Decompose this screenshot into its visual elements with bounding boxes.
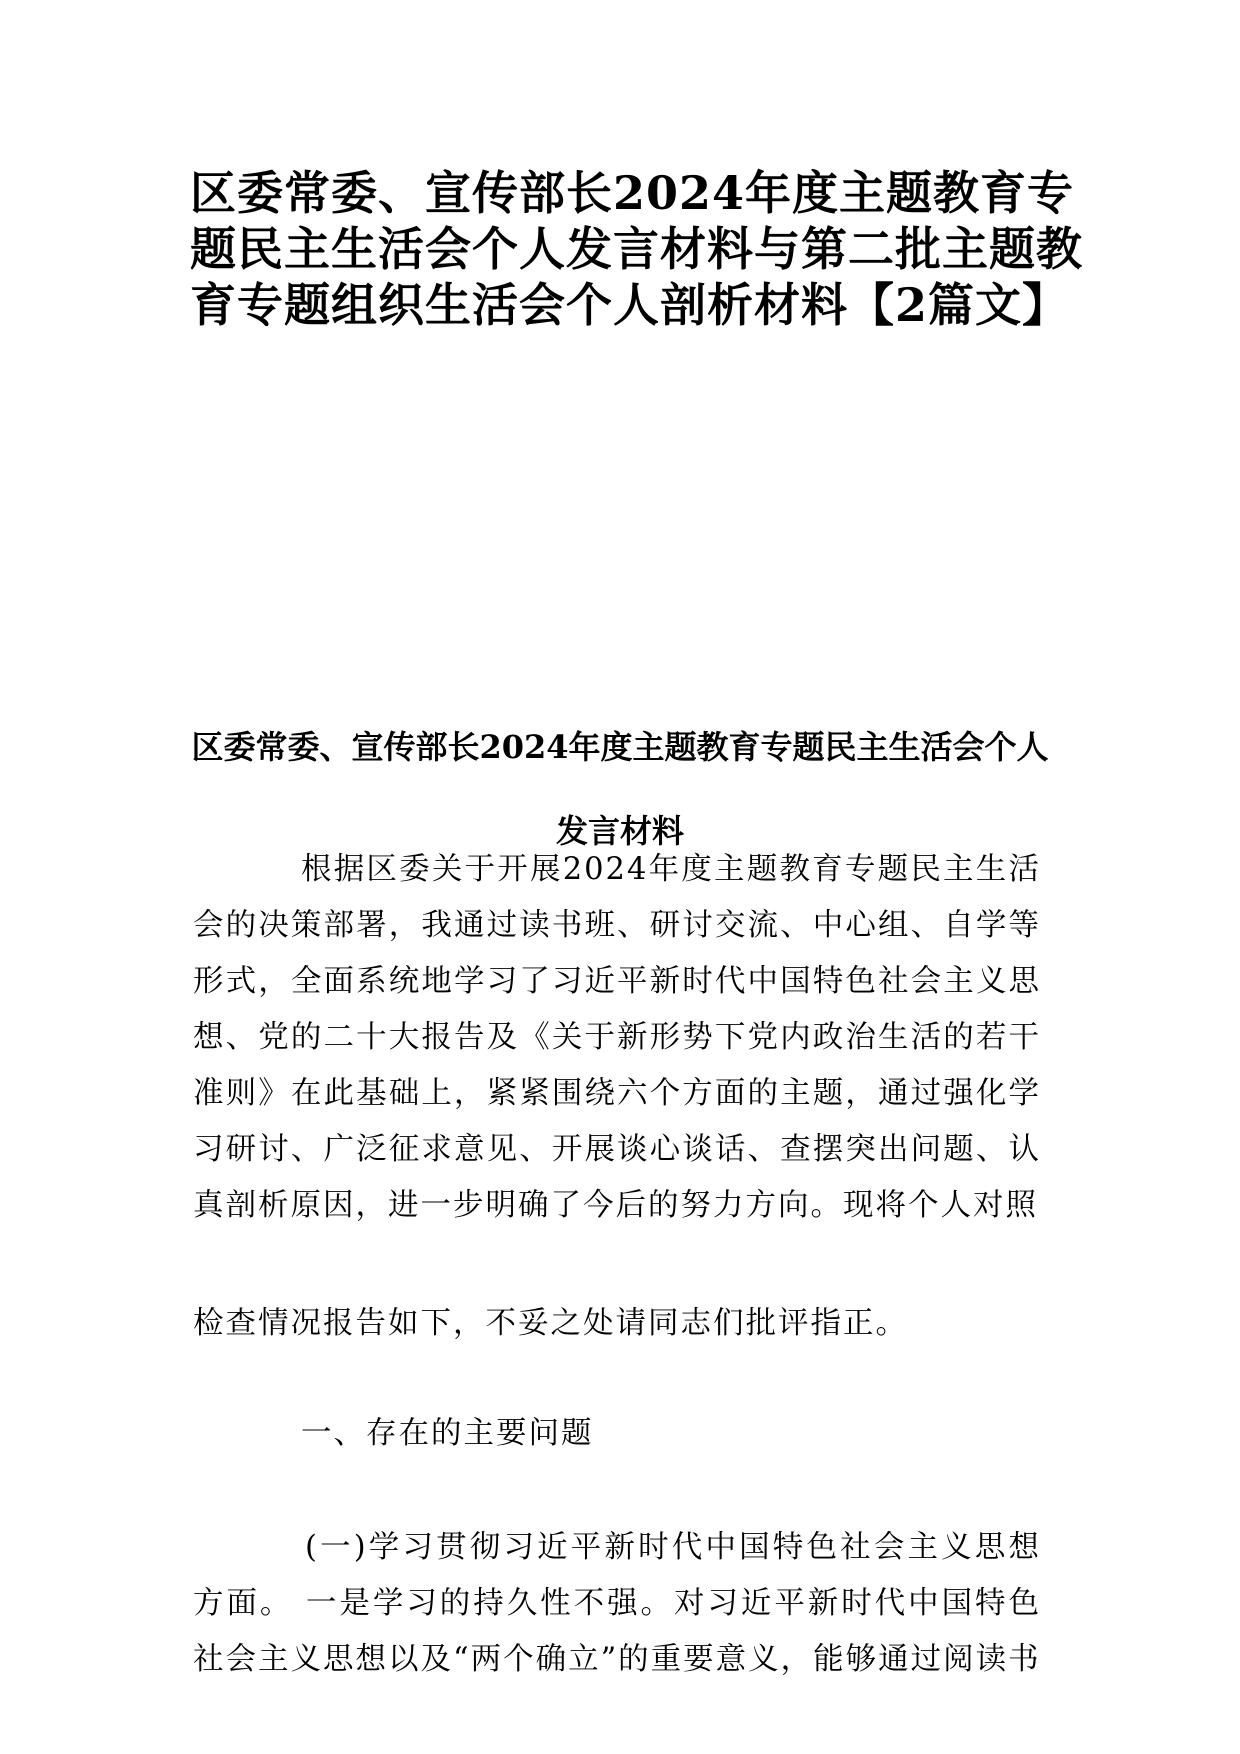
section-title: 区委常委、宣传部长2024年度主题教育专题民主生活会个人发言材料 bbox=[191, 728, 1049, 850]
report-intro-line: 检查情况报告如下，不妥之处请同志们批评指正。 bbox=[193, 1306, 908, 1341]
subsection-paragraph-1: (一)学习贯彻习近平新时代中国特色社会主义思想方面。 一是学习的持久性不强。对习近平新时代中国特色社会主义思想以及“两个确立”的重要意义，能够通过阅读书 bbox=[193, 1530, 1041, 1677]
heading-main-problems: 一、存在的主要问题 bbox=[301, 1416, 594, 1451]
intro-paragraph: 根据区委关于开展2024年度主题教育专题民主生活 会的决策部署，我通过读书班、研讨交流、中心组、自学等 形式，全面系统地学习了习近平新时代中国特色社会主义思 想、党的二十大报告及《关于新形势下党内政治生活的若干 准则》在此基础上，紧紧围绕六个方面的主题，通过强化学 习研讨、广泛征求意见、开展谈心谈话、查摆突出问题、认 真剖析原因，进一步明确了今后的努力方向。现将个人对照 bbox=[193, 852, 1041, 1223]
document-main-title: 区委常委、宣传部长2024年度主题教育专题民主生活会个人发言材料与第二批主题教育专题组织生活会个人剖析材料【2篇文】 bbox=[190, 166, 1083, 332]
